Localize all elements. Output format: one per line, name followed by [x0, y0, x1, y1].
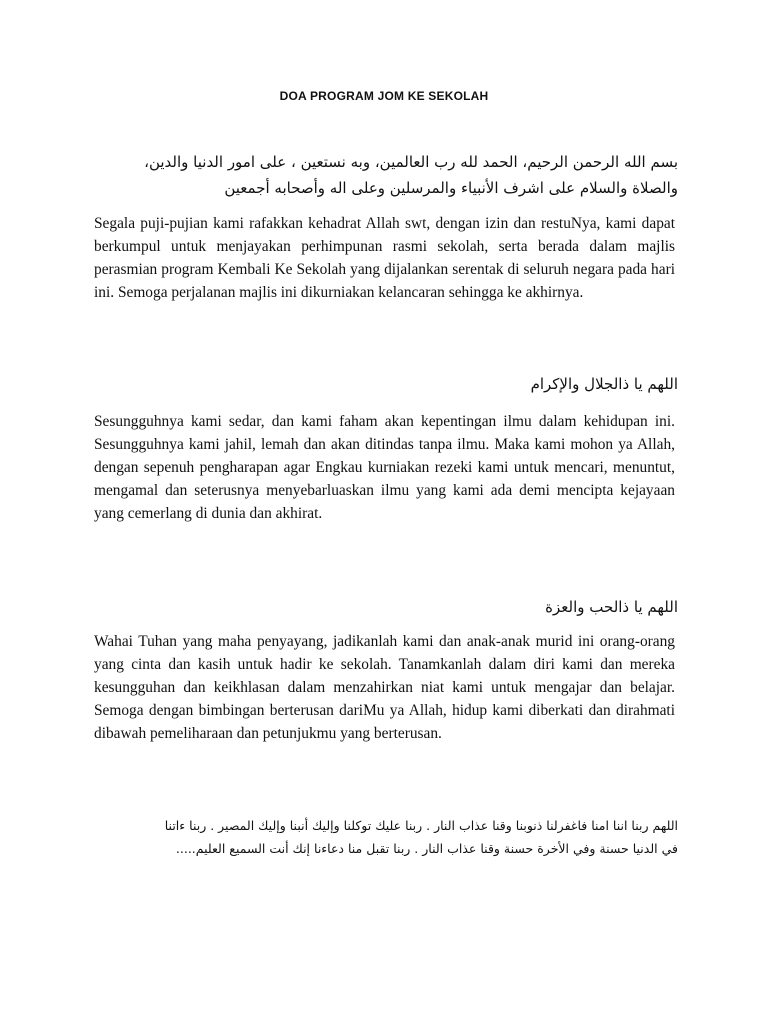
closing-arabic-line-1: اللهم ربنا اننا امنا فاغفرلنا ذنوبنا وقنا عذاب النار . ربنا عليك توكلنا وإليك أنبنا وإليك المصير . ربنا ءاتنا: [164, 818, 678, 833]
paragraph-importance-of-knowledge: Sesungguhnya kami sedar, dan kami faham akan kepentingan ilmu dalam kehidupan ini. Sesungguhnya kami jahil, lemah dan akan ditindas tanpa ilmu. Maka kami mohon ya Allah, dengan sepenuh pengharapan agar Engkau kurniakan rezeki kami untuk mencari, menuntut, mengamal dan seterusnya menyebarluaskan ilmu yang kami ada demi mencipta kejayaan yang cemerlang di dunia dan akhirat.: [94, 413, 675, 522]
document-title: DOA PROGRAM JOM KE SEKOLAH: [279, 89, 489, 103]
paragraph-opening-praise: Segala puji-pujian kami rafakkan kehadrat Allah swt, dengan izin dan restuNya, kami dapat berkumpul untuk menjayakan perhimpunan rasmi sekolah, serta berada dalam majlis perasmian program Kembali Ke Sekolah yang dijalankan serentak di seluruh negara pada hari ini. Semoga perjalanan majlis ini dikurniakan kelancaran sehingga ke akhirnya.: [94, 215, 675, 301]
opening-arabic-line-2: والصلاة والسلام على اشرف الأنبياء والمرسلين وعلى اله وأصحابه أجمعين: [224, 179, 678, 197]
invocation-dhul-jalal: [88, 371, 678, 397]
invocation-dhul-hubb: [88, 594, 678, 620]
invocation-dhul-jalal-text: اللهم يا ذالجلال والإكرام: [530, 375, 678, 393]
opening-arabic-line-1: بسم الله الرحمن الرحيم، الحمد لله رب العالمين، وبه نستعين ، على امور الدنيا والدين،: [144, 153, 678, 171]
closing-arabic-prayer: [88, 814, 678, 860]
invocation-dhul-hubb-text: اللهم يا ذالحب والعزة: [545, 598, 678, 616]
paragraph-love-for-school: Wahai Tuhan yang maha penyayang, jadikanlah kami dan anak-anak murid ini orang-orang yang cinta dan kasih untuk hadir ke sekolah. Tanamkanlah dalam diri kami dan mereka kesungguhan dan keikhlasan dalam menzahirkan niat kami untuk mengajar dan belajar. Semoga dengan bimbingan berterusan dariMu ya Allah, hidup kami diberkati dan dirahmati dibawah pemeliharaan dan petunjukmu yang berterusan.: [94, 633, 675, 742]
closing-arabic-line-2: في الدنيا حسنة وفي الأخرة حسنة وقنا عذاب النار . ربنا تقبل منا دعاءنا إنك أنت السميع العليم.....: [175, 841, 678, 856]
opening-arabic-prayer: [88, 149, 678, 201]
